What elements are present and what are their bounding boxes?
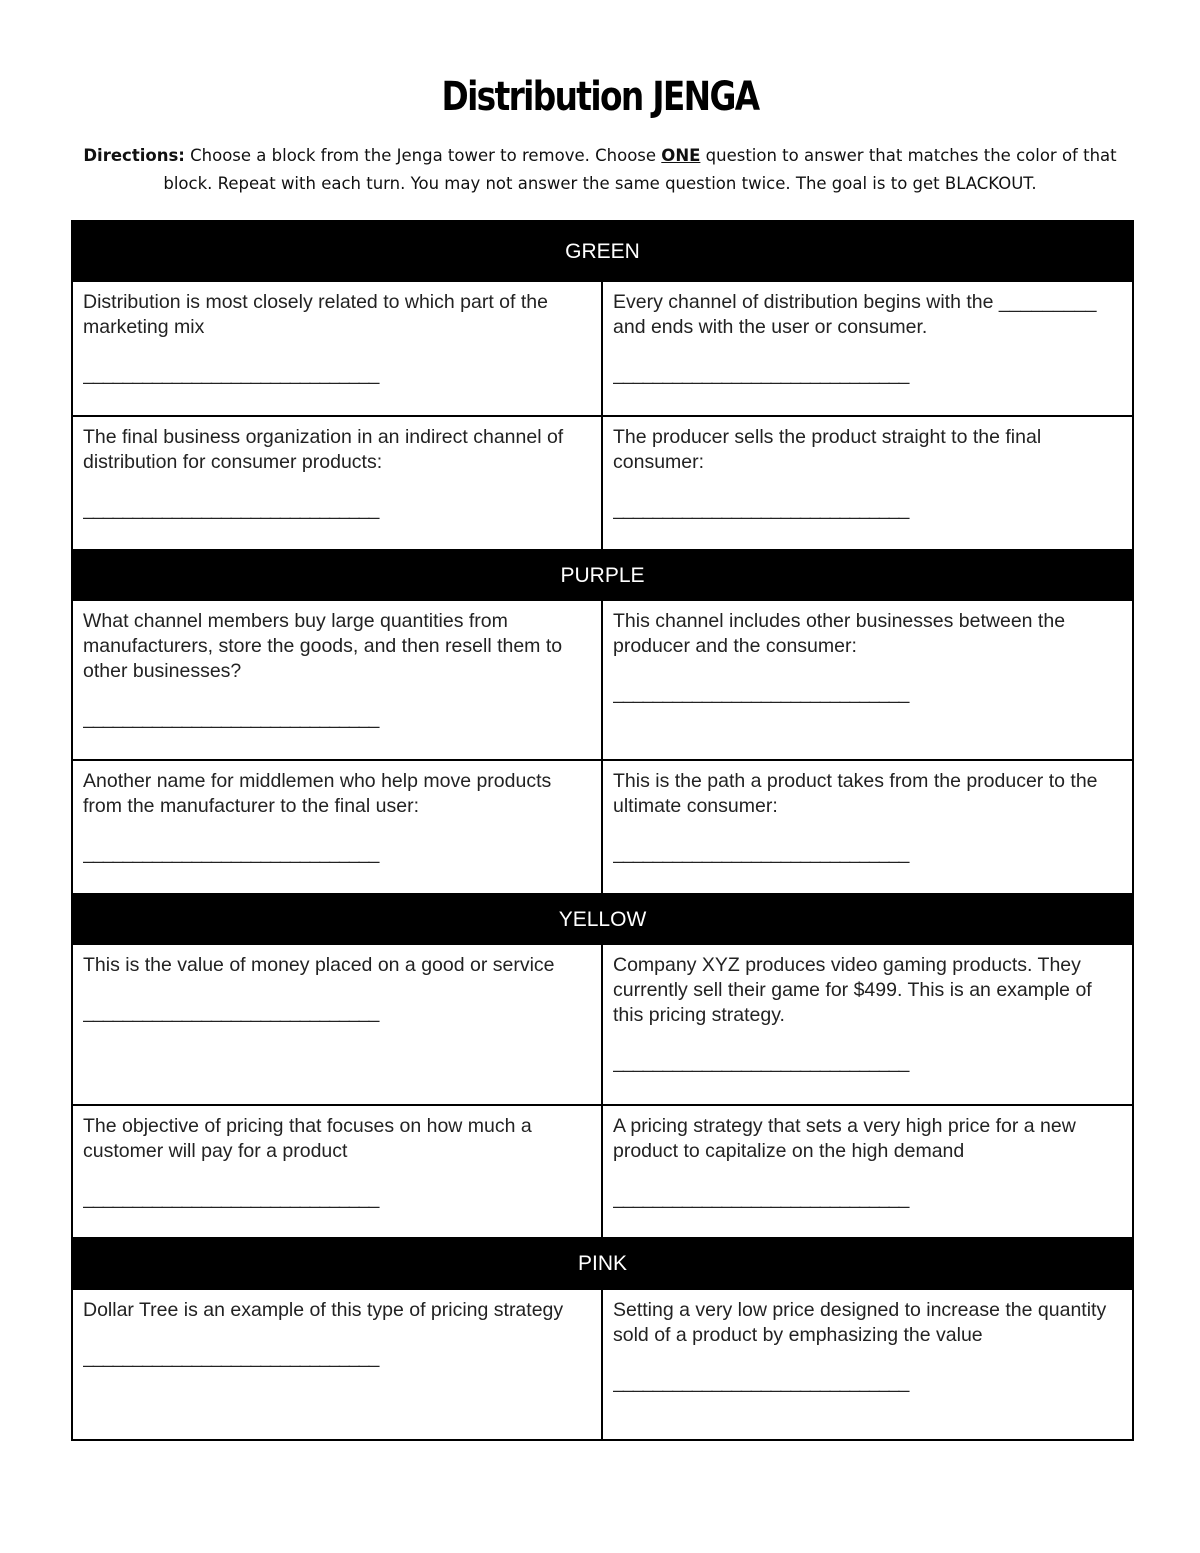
question-text: This is the value of money placed on a good or service [83, 954, 555, 976]
question-text: Another name for middlemen who help move products from the manufacturer to the final user: [83, 770, 552, 817]
question-text: Company XYZ produces video gaming products. They currently sell their game for $499. This is an example of this pricing strategy. [613, 954, 1092, 1026]
section-header-green: GREEN [72, 221, 1133, 281]
answer-line[interactable]: ______________________________ [83, 1001, 379, 1023]
directions-emphasis: ONE [661, 146, 701, 165]
answer-line[interactable]: ______________________________ [613, 682, 909, 704]
answer-line[interactable]: ______________________________ [613, 1187, 909, 1209]
question-text: The final business organization in an indirect channel of distribution for consumer products: [83, 426, 564, 473]
section-header-yellow: YELLOW [72, 894, 1133, 944]
question-cell[interactable] [602, 1289, 1133, 1440]
answer-line[interactable]: ______________________________ [613, 498, 909, 520]
question-cell[interactable] [72, 1289, 602, 1440]
answer-line[interactable]: ______________________________ [83, 842, 379, 864]
question-text: Every channel of distribution begins with the _________ and ends with the user or consumer. [613, 291, 1097, 338]
answer-line[interactable]: ______________________________ [83, 498, 379, 520]
question-cell[interactable] [602, 600, 1133, 760]
directions-part2: question to answer that matches the color of that block. Repeat with each turn. You may not answer the same question twice. The goal is to get BLACKOUT. [163, 146, 1117, 193]
question-cell[interactable] [602, 944, 1133, 1105]
question-text: What channel members buy large quantities from manufacturers, store the goods, and then resell them to other businesses? [83, 610, 563, 682]
question-cell[interactable] [72, 600, 602, 760]
page-title: Distribution JENGA [441, 74, 759, 120]
answer-line[interactable]: ______________________________ [83, 1187, 379, 1209]
question-cell[interactable] [72, 760, 602, 894]
question-cell[interactable] [602, 416, 1133, 550]
section-header-purple: PURPLE [72, 550, 1133, 600]
question-text: The producer sells the product straight to the final consumer: [613, 426, 1042, 473]
question-text: Setting a very low price designed to increase the quantity sold of a product by emphasizing the value [613, 1299, 1107, 1346]
directions-part1: Choose a block from the Jenga tower to remove. Choose [184, 146, 662, 165]
question-cell[interactable] [602, 281, 1133, 416]
question-text: A pricing strategy that sets a very high price for a new product to capitalize on the high demand [613, 1115, 1076, 1162]
answer-line[interactable]: ______________________________ [83, 707, 379, 729]
directions-label: Directions: [83, 146, 185, 165]
question-text: This channel includes other businesses between the producer and the consumer: [613, 610, 1066, 657]
question-text: Dollar Tree is an example of this type of pricing strategy [83, 1299, 564, 1321]
question-text: Distribution is most closely related to which part of the marketing mix [83, 291, 548, 338]
question-text: This is the path a product takes from the producer to the ultimate consumer: [613, 770, 1098, 817]
question-text: The objective of pricing that focuses on how much a customer will pay for a product [83, 1115, 532, 1162]
question-cell[interactable] [72, 1105, 602, 1238]
answer-line[interactable]: ______________________________ [613, 1371, 909, 1393]
answer-line[interactable]: ______________________________ [83, 363, 379, 385]
answer-line[interactable]: ______________________________ [613, 363, 909, 385]
answer-line[interactable]: ______________________________ [613, 1051, 909, 1073]
question-cell[interactable] [72, 944, 602, 1105]
question-cell[interactable] [602, 760, 1133, 894]
answer-line[interactable]: ______________________________ [613, 842, 909, 864]
answer-line[interactable]: ______________________________ [83, 1346, 379, 1368]
question-cell[interactable] [72, 281, 602, 416]
question-cell[interactable] [602, 1105, 1133, 1238]
section-header-pink: PINK [72, 1238, 1133, 1289]
question-cell[interactable] [72, 416, 602, 550]
directions-text [70, 142, 1130, 198]
question-grid [71, 220, 1134, 1441]
